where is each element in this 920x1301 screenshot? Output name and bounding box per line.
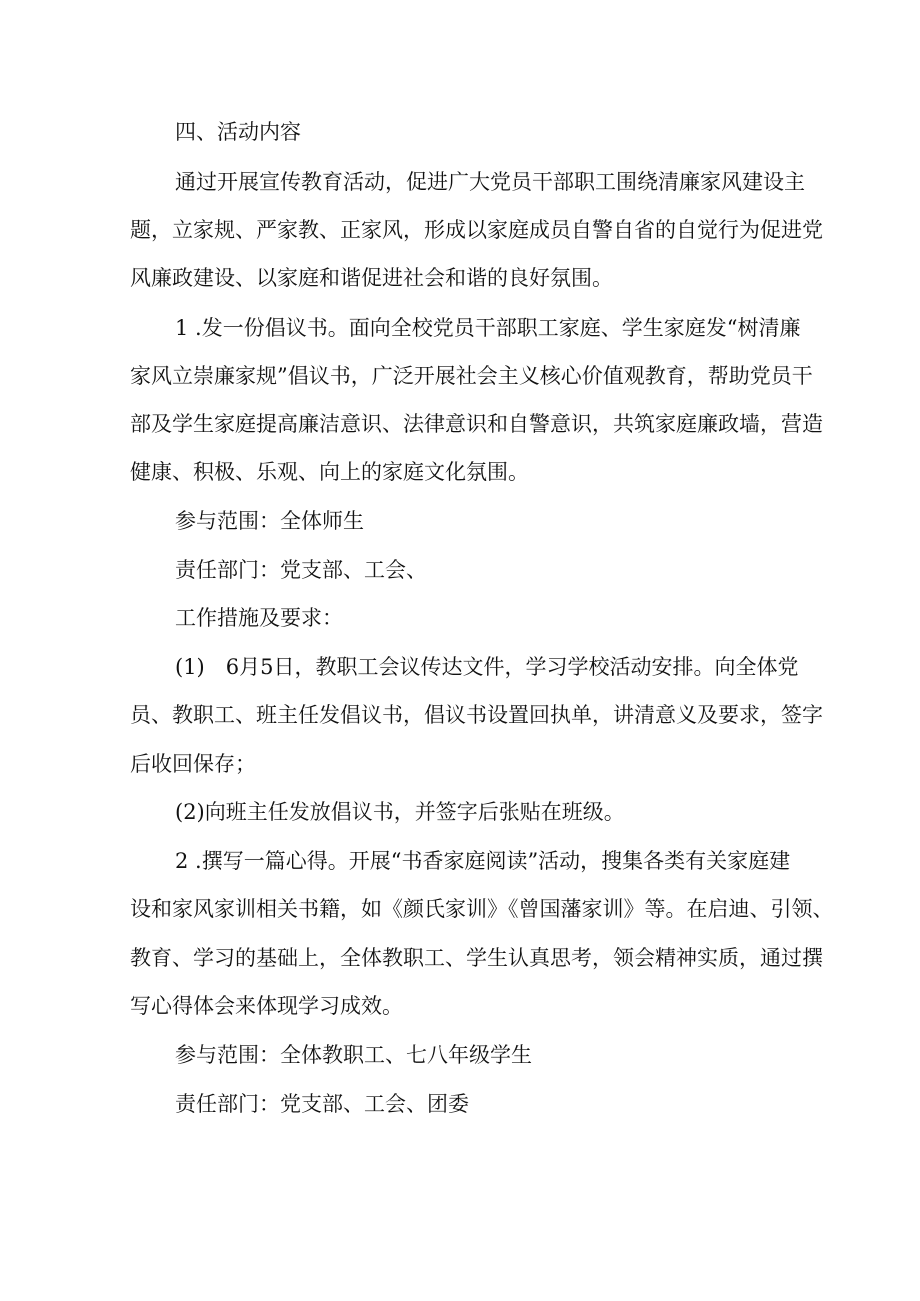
- item-1-line-2: 家风立崇廉家规”倡议书，广泛开展社会主义核心价值观教育，帮助党员干: [130, 364, 813, 388]
- item-2-line-3: 教育、学习的基础上，全体教职工、学生认真思考，领会精神实质，通过撰: [130, 946, 823, 970]
- measure-1-line-2: 员、教职工、班主任发倡议书，倡议书设置回执单，讲清意义及要求，签字: [130, 703, 823, 727]
- item-2-department: 责任部门：党支部、工会、团委: [175, 1092, 469, 1116]
- measure-2: (2)向班主任发放倡议书，并签字后张贴在班级。: [175, 800, 625, 824]
- item-1-measures-heading: 工作措施及要求：: [175, 606, 343, 630]
- item-1-line-3: 部及学生家庭提高廉洁意识、法律意识和自警意识，共筑家庭廉政墙，营造: [130, 412, 823, 436]
- intro-paragraph-line-2: 题，立家规、严家教、正家风，形成以家庭成员自警自省的自觉行为促进党: [130, 218, 823, 242]
- measure-1-line-3: 后收回保存；: [130, 752, 256, 776]
- intro-paragraph-line-3: 风廉政建设、以家庭和谐促进社会和谐的良好氛围。: [130, 266, 613, 290]
- item-1-scope: 参与范围：全体师生: [175, 509, 364, 533]
- intro-paragraph-line-1: 通过开展宣传教育活动，促进广大党员干部职工围绕清廉家风建设主: [175, 170, 805, 194]
- item-2-line-1: 2 .撰写一篇心得。开展“书香家庭阅读”活动，搜集各类有关家庭建: [175, 849, 791, 873]
- item-2-scope: 参与范围：全体教职工、七八年级学生: [175, 1043, 532, 1067]
- item-1-line-4: 健康、积极、乐观、向上的家庭文化氛围。: [130, 460, 529, 484]
- measure-1-line-1: (1) 6月5日，教职工会议传达文件，学习学校活动安排。向全体党: [175, 655, 799, 679]
- section-heading: 四、活动内容: [175, 120, 301, 144]
- item-2-line-2: 设和家风家训相关书籍，如《颜氏家训》《曾国藩家训》等。在启迪、引领、: [130, 897, 834, 921]
- item-1-line-1: 1 .发一份倡议书。面向全校党员干部职工家庭、学生家庭发“树清廉: [175, 316, 801, 340]
- item-2-line-4: 写心得体会来体现学习成效。: [130, 994, 403, 1018]
- item-1-department: 责任部门：党支部、工会、: [175, 558, 427, 582]
